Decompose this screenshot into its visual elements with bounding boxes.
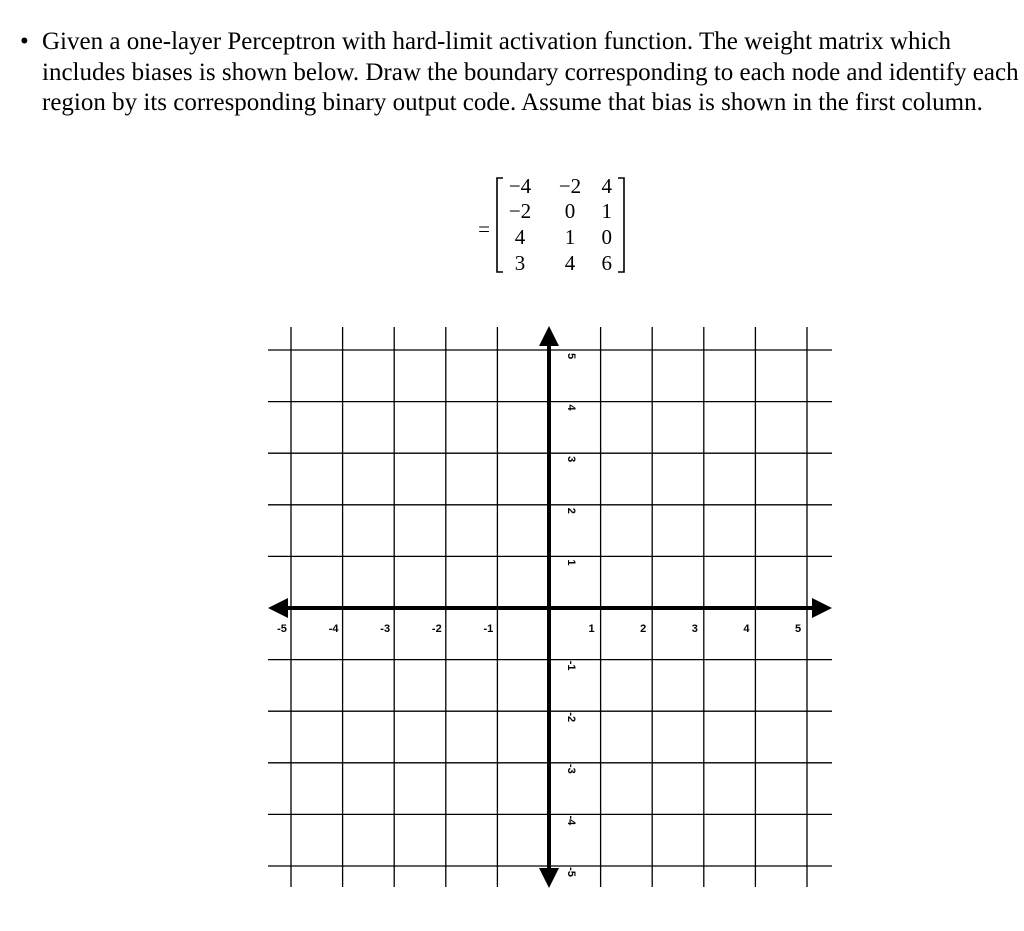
x-tick-label: 2 — [640, 623, 647, 635]
axes — [268, 326, 832, 888]
y-tick-label: -3 — [565, 763, 578, 774]
x-tick-label: -3 — [380, 623, 391, 635]
y-tick-label: 2 — [565, 507, 578, 514]
y-tick-label: 3 — [565, 456, 578, 463]
y-tick-label: 1 — [565, 559, 578, 566]
matrix-cell: 4 — [514, 225, 526, 249]
question-text: Given a one-layer Perceptron with hard-limit activation function. The weight matrix which includes biases is shown below. Draw the boundary corresponding to each node and identify each region by its corresponding binary output code. Assume that bias is shown in the first column. — [42, 28, 1019, 116]
x-tick-labels — [277, 623, 801, 635]
matrix-cell: 4 — [601, 174, 612, 198]
y-tick-label: -1 — [565, 660, 578, 671]
x-tick-label: -2 — [431, 623, 442, 635]
y-tick-label: 5 — [565, 352, 578, 360]
bullet-marker: • — [20, 28, 29, 55]
matrix-cell: 6 — [601, 251, 612, 275]
y-tick-labels — [565, 353, 577, 877]
x-tick-label: -1 — [483, 623, 494, 635]
matrix-cell: 0 — [601, 225, 612, 249]
y-tick-label: -4 — [565, 815, 578, 826]
matrix-cell: 4 — [564, 251, 576, 275]
matrix-cell: −4 — [508, 174, 532, 198]
x-axis-left-arrow — [268, 598, 288, 618]
y-axis-top-arrow — [539, 326, 559, 346]
matrix-cell: −2 — [558, 174, 582, 198]
x-tick-label: -4 — [328, 623, 339, 635]
x-tick-label: 4 — [743, 623, 750, 635]
x-tick-label: 5 — [794, 623, 802, 635]
equals-sign: = — [478, 217, 490, 241]
y-tick-label: -5 — [565, 867, 578, 877]
x-tick-label: 1 — [588, 623, 595, 635]
matrix-cell: 1 — [601, 199, 612, 223]
y-tick-label: -2 — [565, 712, 578, 723]
y-axis-bottom-arrow — [539, 868, 559, 888]
matrix-cell: 0 — [564, 199, 576, 223]
y-tick-label: 4 — [565, 404, 578, 411]
x-axis-right-arrow — [812, 598, 832, 618]
matrix-cell: 3 — [514, 251, 526, 275]
matrix-cell: −2 — [508, 199, 532, 223]
x-tick-label: 3 — [691, 623, 698, 635]
matrix-cell: 1 — [564, 225, 576, 249]
x-tick-label: -5 — [277, 623, 287, 635]
